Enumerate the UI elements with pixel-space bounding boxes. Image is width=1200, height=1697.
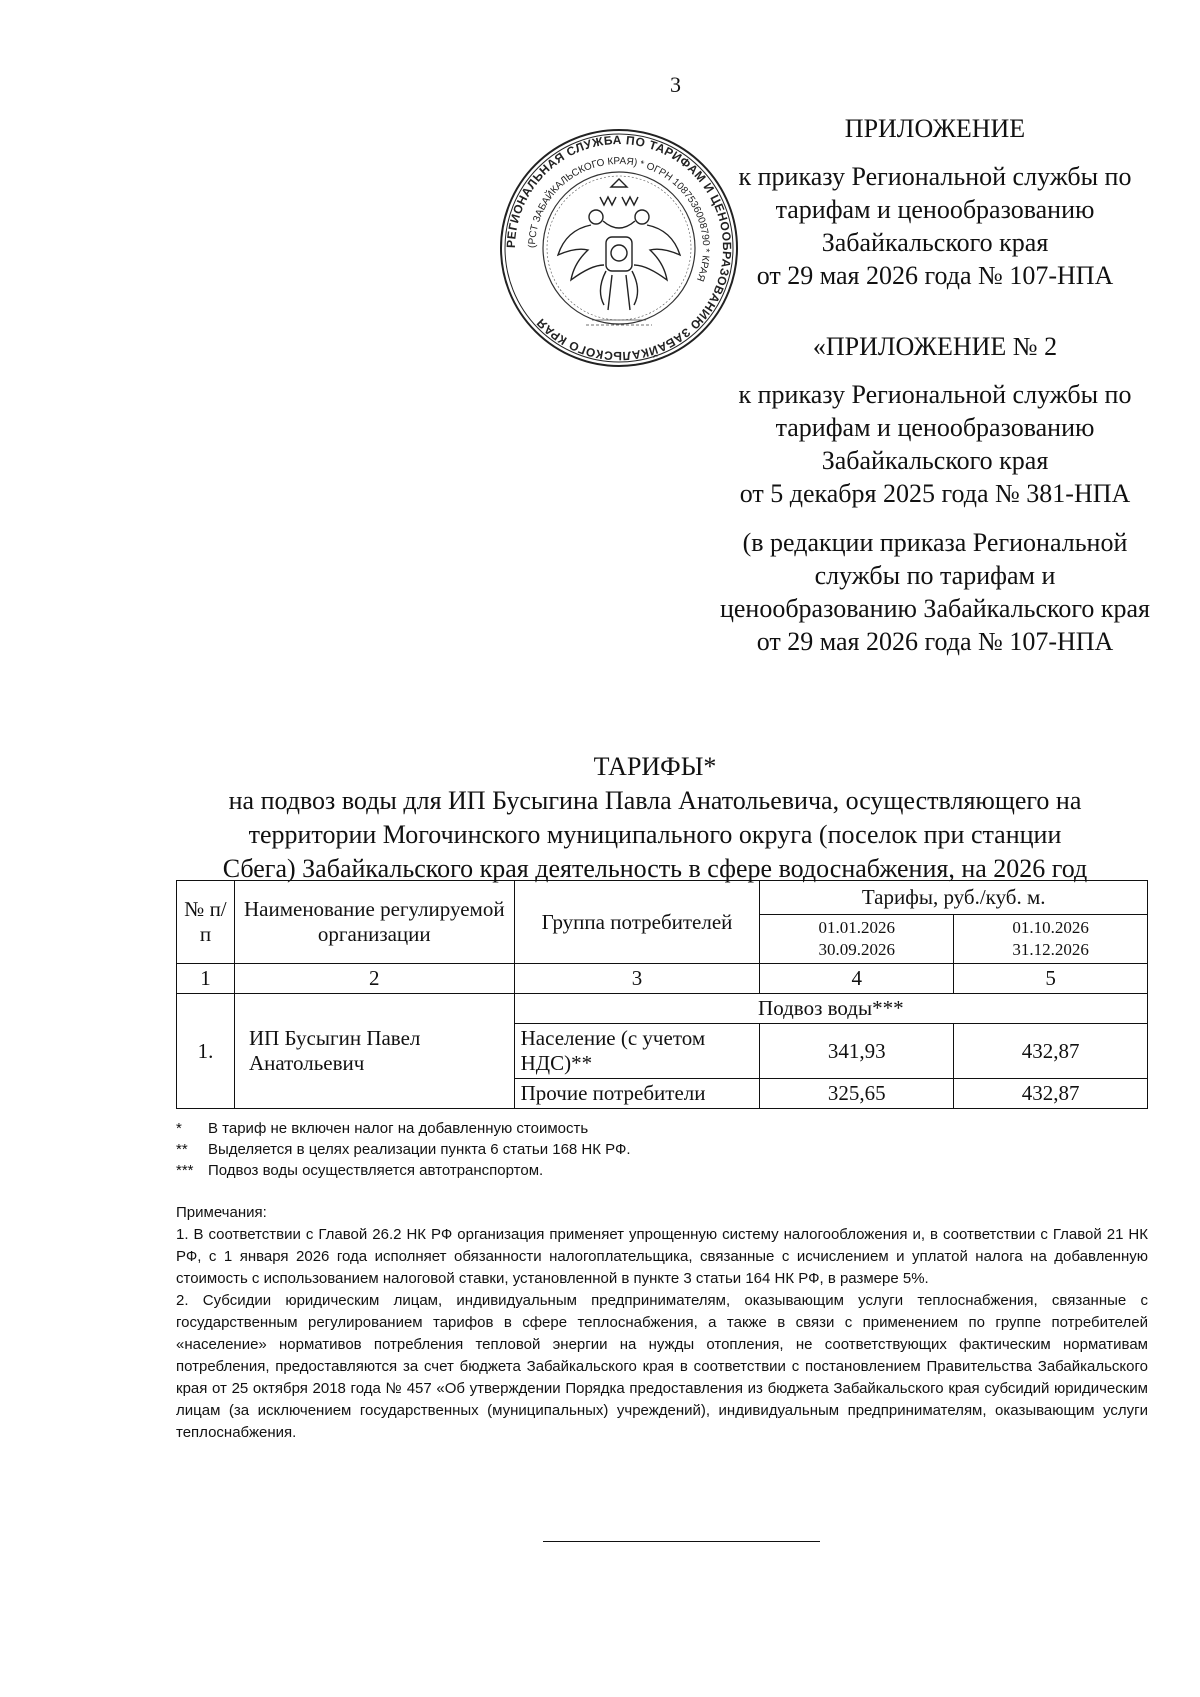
consumer-group: Прочие потребители bbox=[514, 1079, 760, 1109]
footnote bbox=[176, 1118, 1146, 1139]
annex2-line: тарифам и ценообразованию bbox=[775, 413, 1095, 442]
footnote-mark: *** bbox=[176, 1162, 194, 1179]
document-heading bbox=[170, 750, 1140, 886]
column-number: 4 bbox=[760, 964, 954, 994]
footnote bbox=[176, 1160, 1146, 1181]
tariff-value: 341,93 bbox=[760, 1024, 954, 1079]
table-header-row bbox=[177, 881, 1148, 915]
annex2-line: от 5 декабря 2025 года № 381-НПА bbox=[739, 479, 1131, 508]
appendix-line: от 29 мая 2026 года № 107-НПА bbox=[756, 261, 1114, 290]
header-num: № п/п bbox=[177, 881, 235, 964]
svg-text:(РСТ ЗАБАЙКАЛЬСКОГО КРАЯ) * ОГ bbox=[527, 156, 711, 283]
column-number: 2 bbox=[234, 964, 514, 994]
footnotes bbox=[176, 1118, 1146, 1181]
footnote-mark: ** bbox=[176, 1141, 188, 1158]
document-title: ТАРИФЫ* bbox=[593, 752, 717, 781]
column-number: 3 bbox=[514, 964, 760, 994]
tariff-value: 432,87 bbox=[954, 1079, 1148, 1109]
tariffs-table bbox=[176, 880, 1148, 1109]
document-subtitle-line: территории Могочинского муниципального округа (поселок при станции bbox=[248, 820, 1062, 849]
annex2-title: «ПРИЛОЖЕНИЕ № 2 bbox=[812, 332, 1058, 361]
footnote-mark: * bbox=[176, 1120, 182, 1137]
notes-heading: Примечания: bbox=[176, 1204, 267, 1221]
annex2-block bbox=[700, 330, 1170, 658]
edition-line: ценообразованию Забайкальского края bbox=[719, 594, 1151, 623]
tariff-value: 325,65 bbox=[760, 1079, 954, 1109]
column-number: 5 bbox=[954, 964, 1148, 994]
section-label: Подвоз воды*** bbox=[514, 994, 1147, 1024]
period-2-to: 31.12.2026 bbox=[1012, 940, 1089, 959]
header-period-2 bbox=[954, 915, 1148, 964]
table-row bbox=[177, 994, 1148, 1024]
appendix-line: к приказу Региональной службы по bbox=[738, 162, 1132, 191]
period-2-from: 01.10.2026 bbox=[1012, 918, 1089, 937]
seal-outer-text: РЕГИОНАЛЬНАЯ СЛУЖБА ПО ТАРИФАМ И ЦЕНООБРАЗОВАНИЮ ЗАБАЙКАЛЬСКОГО КРАЯ bbox=[503, 132, 735, 364]
consumer-group: Население (с учетом НДС)** bbox=[514, 1024, 760, 1079]
footnote-text: В тариф не включен налог на добавленную стоимость bbox=[208, 1120, 589, 1137]
header-group: Группа потребителей bbox=[514, 881, 760, 964]
period-1-to: 30.09.2026 bbox=[818, 940, 896, 959]
header-tariffs: Тарифы, руб./куб. м. bbox=[760, 881, 1148, 915]
header-period-1 bbox=[760, 915, 954, 964]
footnote bbox=[176, 1139, 1146, 1160]
edition-line: службы по тарифам и bbox=[814, 561, 1056, 590]
footnote-text: Подвоз воды осуществляется автотранспортом. bbox=[208, 1162, 544, 1179]
note-item: 1. В соответствии с Главой 26.2 НК РФ организация применяет упрощенную систему налогообложения и, в соответствии с Главой 21 НК РФ, с 1 января 2026 года исполняет обязанности налогоплательщика, связанные с исчислением и уплатой налога на добавленную стоимость с использованием налоговой ставки, установленной в пункте 3 статьи 164 НК РФ, в размере 5%. bbox=[176, 1226, 1148, 1287]
appendix-line: тарифам и ценообразованию bbox=[775, 195, 1095, 224]
annex2-line: к приказу Региональной службы по bbox=[738, 380, 1132, 409]
header-org: Наименование регулируемой организации bbox=[234, 881, 514, 964]
column-number-row bbox=[177, 964, 1148, 994]
page-number: 3 bbox=[670, 72, 681, 97]
edition-line: от 29 мая 2026 года № 107-НПА bbox=[756, 627, 1114, 656]
period-1-from: 01.01.2026 bbox=[818, 918, 896, 937]
document-subtitle-line: Сбега) Забайкальского края деятельность в сфере водоснабжения, на 2026 год bbox=[222, 854, 1088, 883]
appendix-line: Забайкальского края bbox=[821, 228, 1049, 257]
column-number: 1 bbox=[177, 964, 235, 994]
notes-section bbox=[176, 1202, 1148, 1444]
edition-line: (в редакции приказа Региональной bbox=[742, 528, 1128, 557]
note-item: 2. Субсидии юридическим лицам, индивидуальным предпринимателям, оказывающим услуги теплоснабжения, связанные с государственным регулированием тарифов в сфере теплоснабжения, а также в связи с применением по группе потребителей «население» нормативов потребления тепловой энергии на нужды отопления, не соответствующих фактическим нормативам потребления, предоставляются за счет бюджета Забайкальского края в соответствии с постановлением Правительства Забайкальского края от 25 октября 2018 года № 457 «Об утверждении Порядка предоставления из бюджета Забайкальского края субсидий юридическим лицам (за исключением государственных (муниципальных) учреждений), индивидуальным предпринимателям, оказывающим услуги теплоснабжения. bbox=[176, 1292, 1148, 1441]
seal-inner-text: (РСТ ЗАБАЙКАЛЬСКОГО КРАЯ) * ОГРН 1087536008790 * КРАЯ bbox=[526, 155, 712, 283]
row-org: ИП Бусыгин Павел Анатольевич bbox=[234, 994, 514, 1109]
row-num: 1. bbox=[177, 994, 235, 1109]
appendix-block bbox=[700, 112, 1170, 292]
appendix-title: ПРИЛОЖЕНИЕ bbox=[844, 114, 1026, 143]
footnote-text: Выделяется в целях реализации пункта 6 статьи 168 НК РФ. bbox=[208, 1141, 631, 1158]
document-subtitle-line: на подвоз воды для ИП Бусыгина Павла Анатольевича, осуществляющего на bbox=[228, 786, 1082, 815]
bottom-divider bbox=[543, 1541, 820, 1542]
eagle-emblem-icon bbox=[558, 179, 680, 310]
annex2-line: Забайкальского края bbox=[821, 446, 1049, 475]
tariff-value: 432,87 bbox=[954, 1024, 1148, 1079]
